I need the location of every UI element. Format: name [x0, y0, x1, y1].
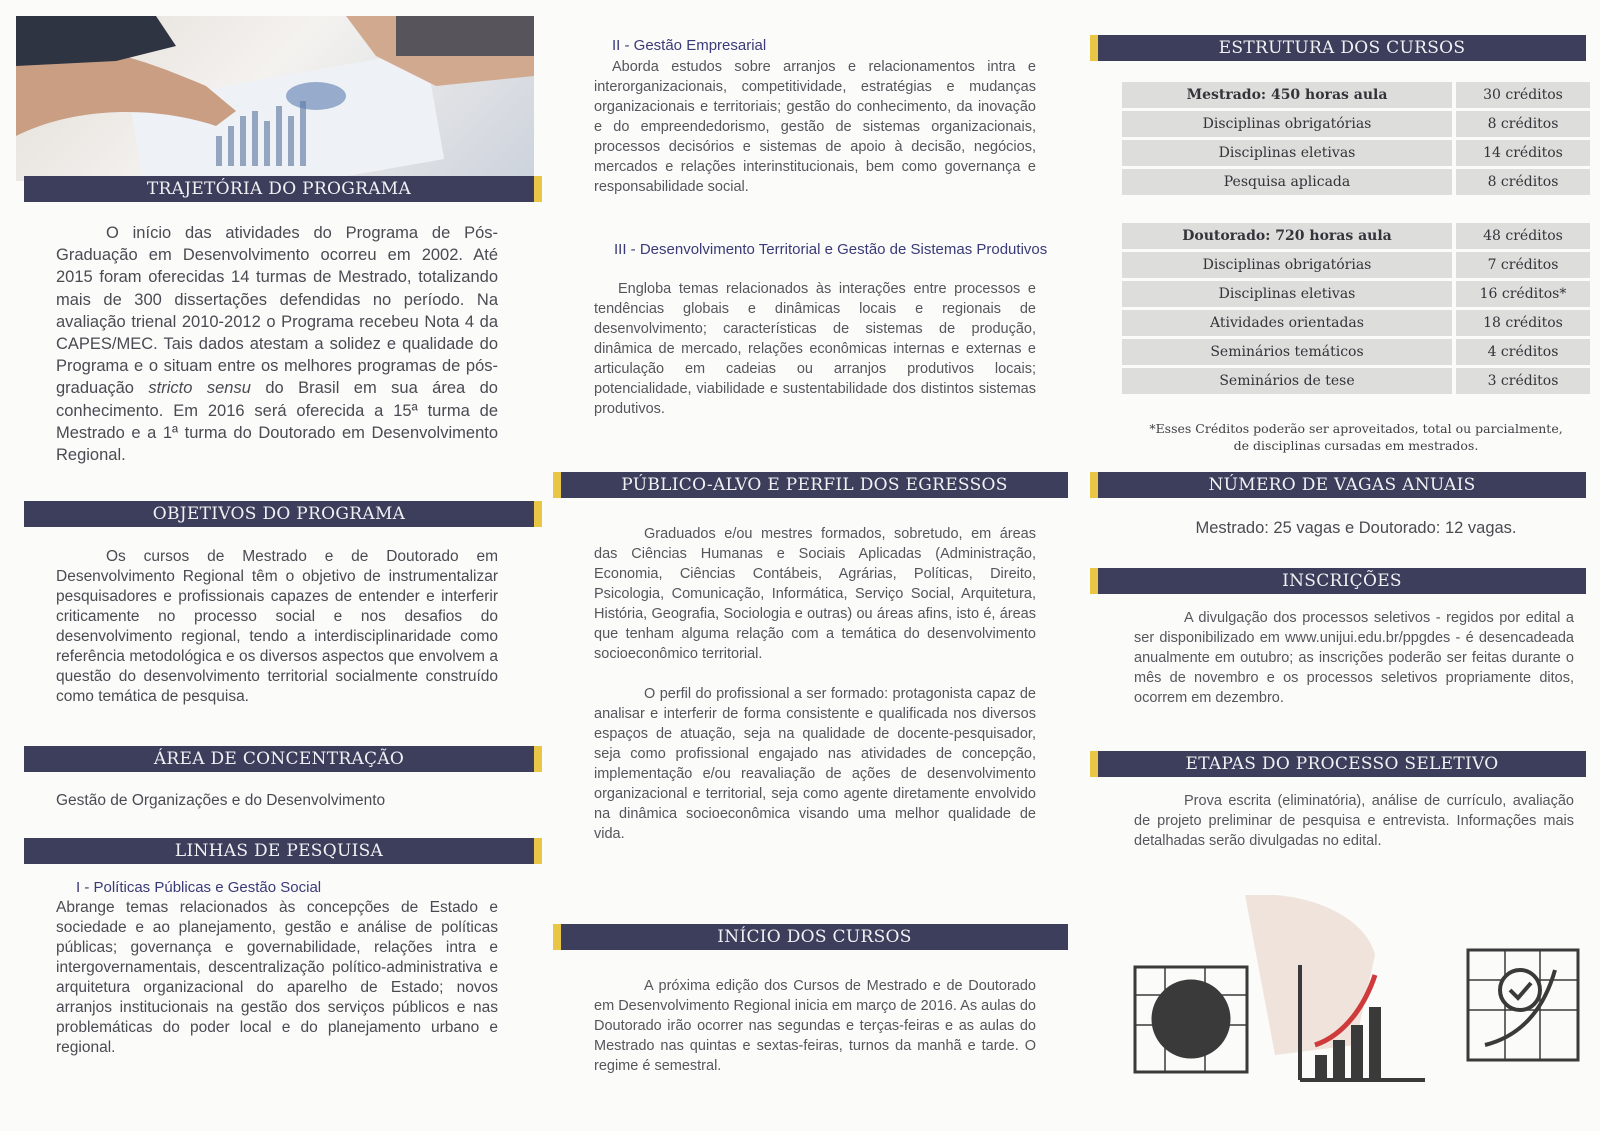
creditos-note: *Esses Créditos poderão ser aproveitados, total ou parcialmente, de disciplinas cursadas em mestrados. [1149, 421, 1563, 453]
credit-value: 3 créditos [1456, 368, 1590, 394]
linha-2-text: Aborda estudos sobre arranjos e relacionamentos intra e interorganizacionais, competitividade, estratégias e mudanças organizacionais e territoriais; gestão do conhecimento, da inovação e do empreendedorismo, gestão de sistemas organizacionais, processos decisórios e sistemas de apoio à decisão, negócios, mercados e relações interinstitucionais, bem como governança e responsabilidade social. [594, 59, 1036, 195]
chart-illustration [1125, 895, 1585, 1095]
pie-chart-icon [1135, 967, 1247, 1072]
credit-value: 7 créditos [1456, 252, 1590, 278]
inscricoes-text: A divulgação dos processos seletivos - regidos por edital a ser disponibilizado em www.unijui.edu.br/ppgdes - é desencadeada anualmente em outubro; as inscrições poderão ser feitas durante o mês de novembro e os processos seletivos propriamente ditos, ocorrem em dezembro. [1134, 610, 1574, 706]
credit-value: 14 créditos [1456, 140, 1590, 166]
credit-row [1122, 310, 1590, 336]
inicio-heading: INÍCIO DOS CURSOS [561, 924, 1068, 950]
doutorado-table [1118, 220, 1594, 397]
credit-row [1122, 368, 1590, 394]
credit-label: Doutorado: 720 horas aula [1122, 223, 1452, 249]
credit-value: 48 créditos [1456, 223, 1590, 249]
inicio-text: A próxima edição dos Cursos de Mestrado e de Doutorado em Desenvolvimento Regional inicia em março de 2016. As aulas do Doutorado irão ocorrer nas segundas e terças-feiras e as aulas do Mestrado nas quintas e sextas-feiras, turnos da manhã e tarde. O regime é semestral. [594, 978, 1036, 1074]
trajetoria-heading: TRAJETÓRIA DO PROGRAMA [24, 176, 534, 202]
credit-label: Disciplinas eletivas [1122, 140, 1452, 166]
credit-label: Atividades orientadas [1122, 310, 1452, 336]
credit-value: 8 créditos [1456, 111, 1590, 137]
objetivos-text: Os cursos de Mestrado e de Doutorado em Desenvolvimento Regional têm o objetivo de instrumentalizar pesquisadores e profissionais capazes de entender e interferir criticamente no processo social e nos desafios do desenvolvimento regional, tendo a interdisciplinaridade como referência metodológica e os diversos aspectos que envolvem a questão do desenvolvimento territorial socialmente construído como temática de pesquisa. [56, 548, 498, 705]
estrutura-heading: ESTRUTURA DOS CURSOS [1098, 35, 1586, 61]
credit-label: Disciplinas eletivas [1122, 281, 1452, 307]
credit-label: Disciplinas obrigatórias [1122, 252, 1452, 278]
credit-value: 30 créditos [1456, 82, 1590, 108]
credit-label: Seminários de tese [1122, 368, 1452, 394]
credit-row [1122, 82, 1590, 108]
vagas-heading: NÚMERO DE VAGAS ANUAIS [1098, 472, 1586, 498]
publico-text: Graduados e/ou mestres formados, sobretudo, em áreas das Ciências Humanas e Sociais Aplicadas (Administração, Economia, Ciências Contábeis, Agrárias, Políticas, Direito, Psicologia, Comunicação, Informática, Serviço Social, Arquitetura, História, Geografia, Sociologia e outras) ou áreas afins, isto é, áreas que tenham alguma relação com a temática do desenvolvimento socioeconômico territorial. O perfil do profissional a ser formado: protagonista capaz de analisar e interferir de forma consistente e qualificada nos diversos espaços de atuação, seja na qualidade de docente-pesquisador, seja como profissional engajado nas atividades de concepção, implementação e/ou reavaliação de ações de desenvolvimento organizacional e territorial, seja como agente diretamente envolvido na dinâmica socioeconômica visando uma melhor qualidade de vida. [594, 526, 1036, 842]
credit-label: Disciplinas obrigatórias [1122, 111, 1452, 137]
credit-label: Seminários temáticos [1122, 339, 1452, 365]
credit-label: Mestrado: 450 horas aula [1122, 82, 1452, 108]
linha-3-text: Engloba temas relacionados às interações entre processos e tendências globais e dinâmicas locais e regionais de desenvolvimento; características de sistemas de produção, dinâmica de mercado, relações econômicas internas e externas e articulação em cadeias ou arranjos produtivos locais; potencialidade, viabilidade e sustentabilidade dos distintos sistemas produtivos. [594, 281, 1036, 417]
area-heading: ÁREA DE CONCENTRAÇÃO [24, 746, 534, 772]
vagas-text: Mestrado: 25 vagas e Doutorado: 12 vagas. [1195, 519, 1517, 537]
linha-1-text: Abrange temas relacionados às concepções de Estado e sociedade e ao planejamento, gestão e análise de políticas públicas; governança e governabilidade, relações intra e intergovernamentais, descentralização político-administrativa e arquitetura organizacional do aparelho de Estado; novos arranjos institucionais na gestão dos serviços públicos e nas problemáticas do poder local e do planejamento urbano e regional. [56, 899, 498, 1056]
credit-row [1122, 140, 1590, 166]
publico-heading: PÚBLICO-ALVO E PERFIL DOS EGRESSOS [561, 472, 1068, 498]
credit-row [1122, 281, 1590, 307]
header-photo [16, 16, 534, 181]
credit-value: 18 créditos [1456, 310, 1590, 336]
inscricoes-heading: INSCRIÇÕES [1098, 568, 1586, 594]
mestrado-table [1118, 79, 1594, 198]
credit-row [1122, 223, 1590, 249]
checkmark-chart-icon [1468, 950, 1578, 1060]
credit-value: 4 créditos [1456, 339, 1590, 365]
area-text: Gestão de Organizações e do Desenvolvimento [56, 792, 386, 809]
credit-value: 16 créditos* [1456, 281, 1590, 307]
etapas-heading: ETAPAS DO PROCESSO SELETIVO [1098, 751, 1586, 777]
trajetoria-text: O início das atividades do Programa de Pós-Graduação em Desenvolvimento ocorreu em 2002. Até 2015 foram oferecidas 14 turmas de Mestrado, totalizando mais de 300 dissertações defendidas no período. Na avaliação trienal 2010-2012 o Programa recebeu Nota 4 da CAPES/MEC. Tais dados atestam a solidez e qualidade do Programa e o situam entre os melhores programas de pós-graduação stricto sensu do Brasil em sua área do conhecimento. Em 2016 será oferecida a 15ª turma de Mestrado e a 1ª turma do Doutorado em Desenvolvimento Regional. [56, 224, 498, 465]
credit-row [1122, 252, 1590, 278]
linha-3-title: III - Desenvolvimento Territorial e Gestão de Sistemas Produtivos [614, 241, 1048, 258]
linhas-heading: LINHAS DE PESQUISA [24, 838, 534, 864]
linha-2-title: II - Gestão Empresarial [612, 37, 767, 54]
objetivos-heading: OBJETIVOS DO PROGRAMA [24, 501, 534, 527]
credit-row [1122, 339, 1590, 365]
etapas-text: Prova escrita (eliminatória), análise de currículo, avaliação de projeto preliminar de pesquisa e entrevista. Informações mais detalhadas serão divulgadas no edital. [1134, 793, 1574, 849]
credit-label: Pesquisa aplicada [1122, 169, 1452, 195]
credit-value: 8 créditos [1456, 169, 1590, 195]
linha-1-title: I - Políticas Públicas e Gestão Social [76, 879, 322, 896]
credit-row [1122, 169, 1590, 195]
credit-row [1122, 111, 1590, 137]
